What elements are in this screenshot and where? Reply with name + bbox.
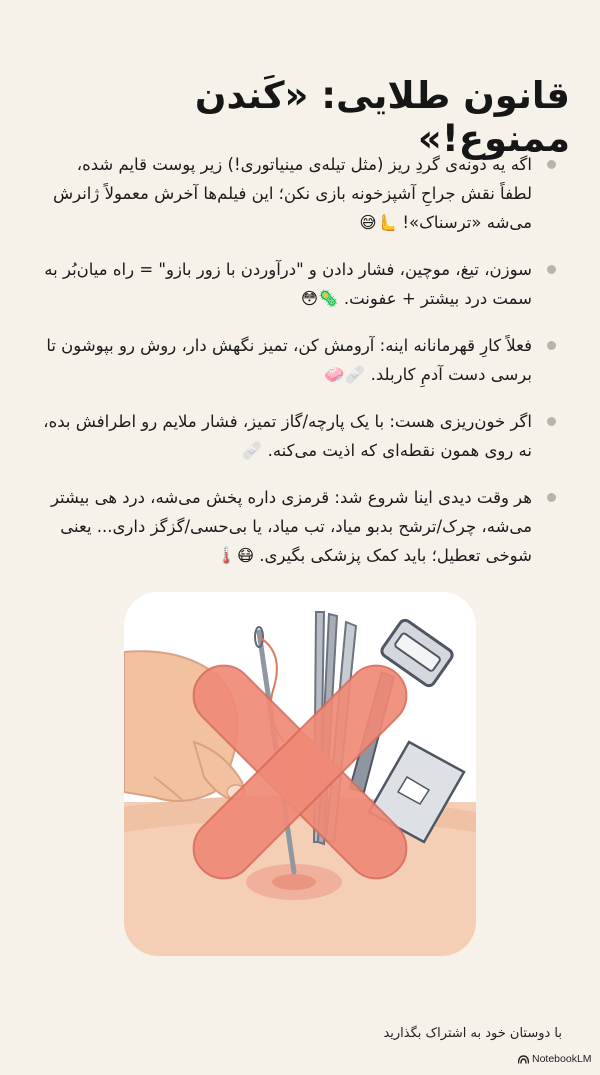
bullet-text: اگه یه دونه‌ی گردِ ریز (مثل تیله‌ی مینیاتوری!) زیر پوست قایم شده، لطفاً نقش جراحِ آشپزخونه بازی نکن؛ این فیلم‌ها آخرش معمولاً ژانرش می‌شه «ترسناک»! 🫷😅 [52,155,532,232]
bullet-dot-icon [547,341,556,350]
illustration-svg [124,592,476,956]
forbidden-tools-illustration [124,592,476,956]
page-title: قانون طلایی: «کَندن ممنوع!» [194,74,570,160]
bullet-dot-icon [547,417,556,426]
list-item [40,150,560,237]
brand-name: NotebookLM [532,1053,592,1065]
bullet-list [40,150,560,588]
brand-badge [518,1053,592,1065]
bullet-text: فعلاً کارِ قهرمانانه اینه: آرومش کن، تمیز نگهش دار، روش رو بپوشون تا برسی دست آدمِ کاربلد. 🩹🧼 [46,336,532,384]
bullet-dot-icon [547,160,556,169]
bullet-dot-icon [547,265,556,274]
notebooklm-logo-icon [518,1055,529,1064]
share-caption: با دوستان خود به اشتراک بگذارید [383,1026,562,1041]
bullet-dot-icon [547,493,556,502]
list-item [40,483,560,570]
bullet-text: اگر خون‌ریزی هست: با یک پارچه/گاز تمیز، فشار ملایم رو اطرافش بده، نه روی همون نقطه‌ای که اذیت می‌کنه. 🩹 [43,412,532,460]
bullet-text: سوزن، تیغ، موچین، فشار دادن و "درآوردن با زور بازو" = راه میان‌بُر به سمت درد بیشتر + عفونت. 🦠😳 [44,260,532,308]
list-item [40,407,560,465]
bullet-text: هر وقت دیدی اینا شروع شد: قرمزی داره پخش می‌شه، درد هی بیشتر می‌شه، چرک/ترشح بدبو میاد، تب میاد، یا بی‌حسی/گزگز داری... یعنی شوخی تعطیل؛ باید کمک پزشکی بگیری. 😷🌡️ [50,488,532,565]
list-item [40,331,560,389]
list-item [40,255,560,313]
